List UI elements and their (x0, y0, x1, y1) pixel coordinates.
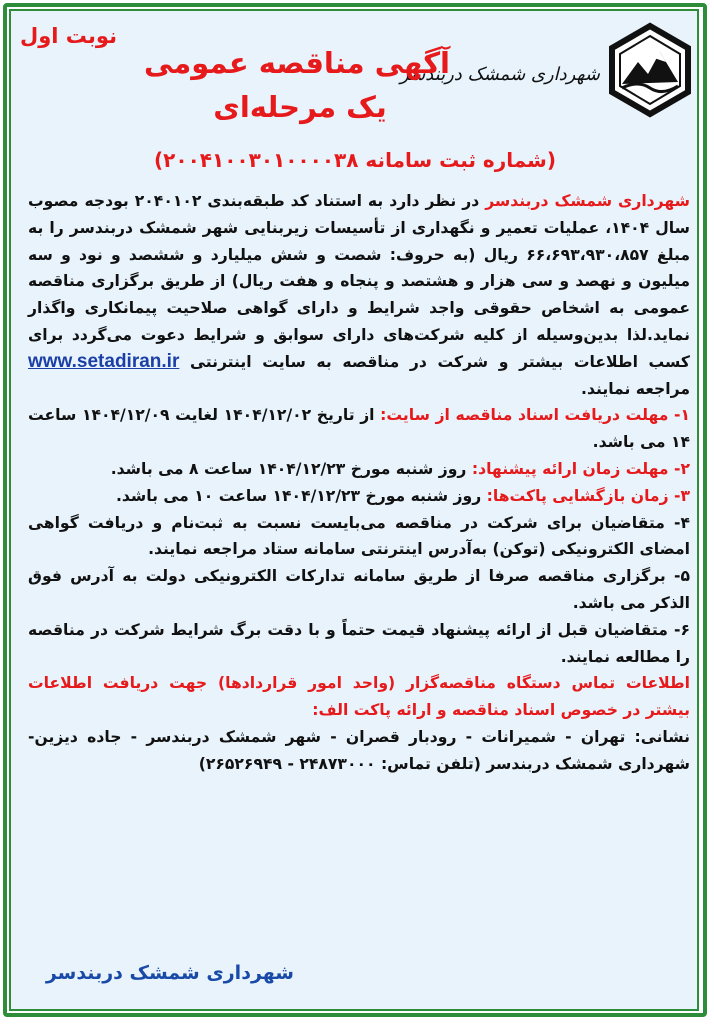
item-6: ۶- متقاضیان قبل از ارائه پیشنهاد قیمت حتماً و با دقت برگ شرایط شرکت در مناقصه را مطالعه نمایند. (28, 620, 690, 666)
notice-subtitle: یک مرحله‌ای (213, 90, 387, 124)
organization-name: شهرداری شمشک دربندسر (485, 192, 690, 210)
item-3 (28, 483, 690, 510)
address: نشانی: تهران - شمیرانات - رودبار قصران - شهر شمشک دربندسر - جاده دیزین- شهرداری شمشک دربندسر (تلفن تماس: ۲۴۸۷۳۰۰۰ - ۲۶۵۲۶۹۴۹) (28, 727, 690, 773)
municipality-logo (400, 22, 692, 130)
contact-heading: اطلاعات تماس دستگاه مناقصه‌گزار (واحد امور قراردادها) جهت دریافت اطلاعات بیشتر در خصوص اسناد مناقصه و ارائه پاکت الف: (28, 674, 690, 720)
footer-signature: شهرداری شمشک دربندسر (45, 962, 294, 984)
mountain-emblem-icon (608, 22, 692, 118)
item-1-label: ۱- مهلت دریافت اسناد مناقصه از سایت: (380, 406, 691, 425)
notice-title: آگهی مناقصه عمومی (143, 46, 450, 80)
intro-text: در نظر دارد به استناد کد طبقه‌بندی ۲۰۴۰۱۰۲ بودجه مصوب سال ۱۴۰۴، عملیات تعمیر و نگهداری از تأسیسات زیربنایی شهر شمشک دربندسر را به مبلغ ۶۶،۶۹۳،۹۳۰،۸۵۷ ریال (به حروف: شصت و شش میلیارد و ششصد و نود و سه میلیون و نهصد و سی هزار و هشتصد و پنجاه و هفت ریال) از طریق برگزاری مناقصه عمومی به اشخاص حقوقی واجد شرایط و دارای گواهی صلاحیت پیمانکاری واگذار نماید.لذا بدین‌وسیله از کلیه شرکت‌های دارای سوابق و شرایط دعوت می‌گردد برای کسب اطلاعات بیشتر و شرکت در مناقصه به سایت اینترنتی (28, 192, 691, 371)
round-label: نوبت اول (20, 24, 117, 48)
intro-paragraph (28, 188, 690, 402)
item-2-text: روز شنبه مورخ ۱۴۰۴/۱۲/۲۳ ساعت ۸ می باشد. (110, 459, 472, 478)
logo-wordmark: شهرداری شمشک دربندسر (400, 64, 600, 85)
intro-end: مراجعه نمایند. (581, 379, 690, 398)
registration-number: (شماره ثبت سامانه ۲۰۰۴۱۰۰۳۰۱۰۰۰۰۳۸) (154, 148, 556, 172)
item-4: ۴- متقاضیان برای شرکت در مناقصه می‌بایست نسبت به ثبت‌نام و دریافت گواهی امضای الکترونیکی (توکن) به‌آدرس اینترنتی سامانه ستاد مراجعه نمایند. (28, 513, 690, 559)
item-1-text: از تاریخ ۱۴۰۴/۱۲/۰۲ لغایت ۱۴۰۴/۱۲/۰۹ ساعت ۱۴ می باشد. (28, 406, 690, 452)
item-1 (28, 402, 690, 456)
item-5: ۵- برگزاری مناقصه صرفا از طریق سامانه تدارکات الکترونیکی دولت به آدرس فوق الذکر می باشد. (28, 567, 690, 612)
item-2 (28, 456, 690, 483)
item-3-label: ۳- زمان بازگشایی پاکت‌ها: (486, 486, 690, 505)
item-2-label: ۲- مهلت زمان ارائه پیشنهاد: (471, 459, 690, 478)
item-3-text: روز شنبه مورخ ۱۴۰۴/۱۲/۲۳ ساعت ۱۰ می باشد. (115, 486, 487, 505)
notice-body (28, 188, 690, 778)
website-link[interactable]: www.setadiran.ir (28, 350, 180, 372)
